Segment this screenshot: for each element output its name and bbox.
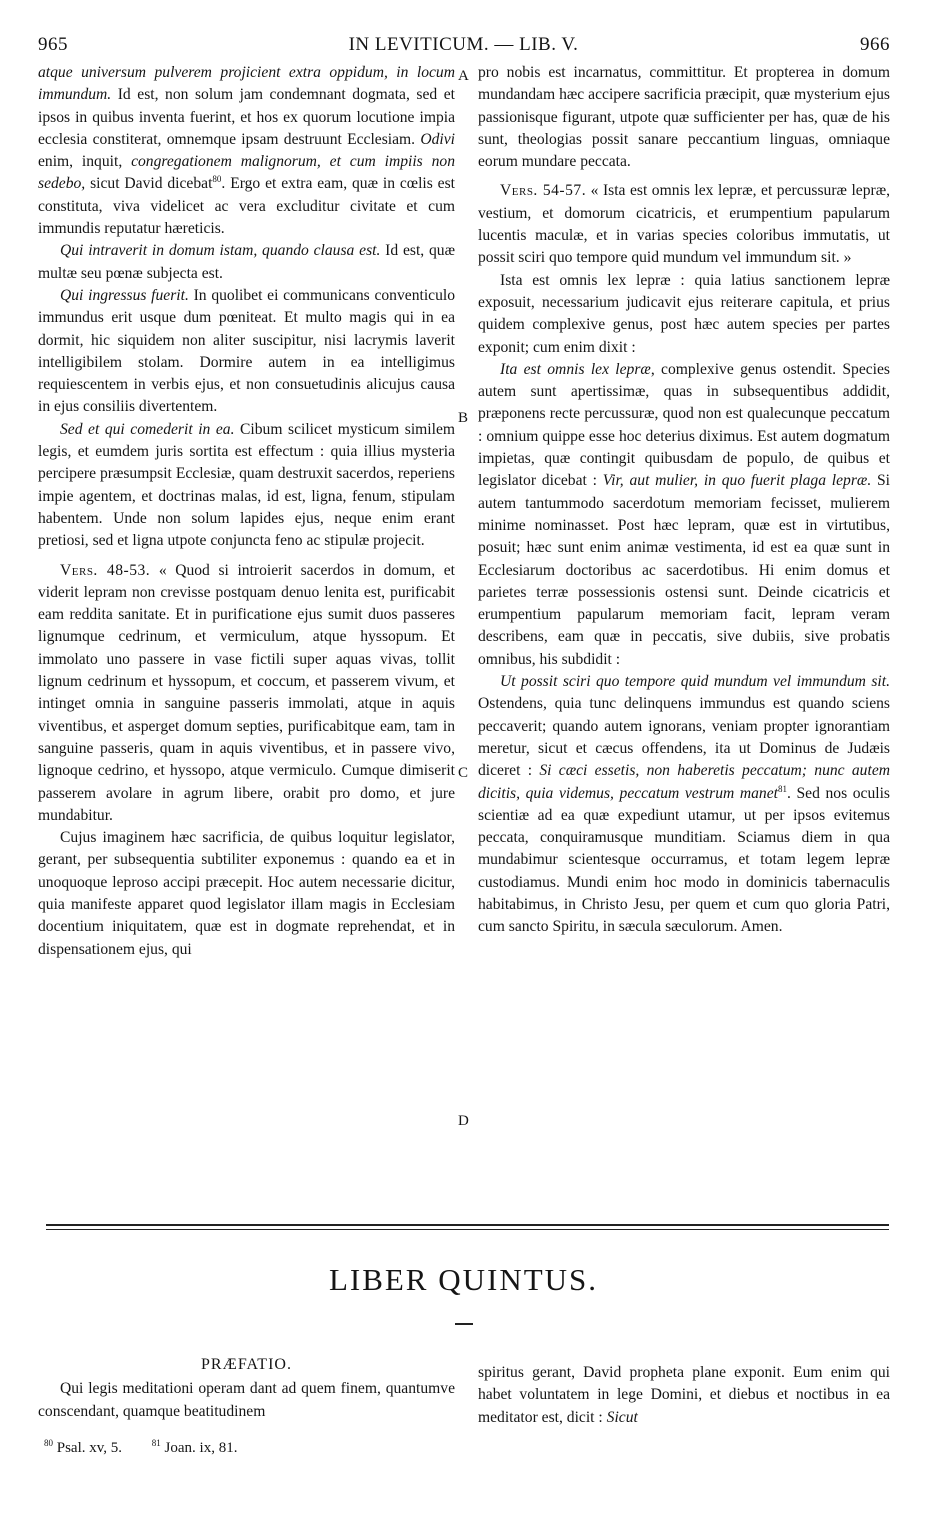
left-column <box>38 62 455 961</box>
praefatio-left <box>38 1354 455 1423</box>
verse-paragraph: Vers. 54-57. « Ista est omnis lex lepræ, et percussuræ lepræ, vestium, et domorum cicatricis, et erumpentium papularum lucentis maculæ, et in varias species coloribus immutatis, ut possit sciri quo tempore quid mundum vel immundum sit. » <box>478 182 890 267</box>
paragraph: Ut possit sciri quo tempore quid mundum vel immundum sit. Ostendens, quia tunc delinquens immundus est quando sciens peccaverit; quando autem ignorans, veniam propter ignorantiam meretur, sicut et cæcus offendens, ita ut Dominus de Judæis diceret : Si cæci essetis, non haberetis peccatum; nunc autem dicitis, quia videmus, peccatum vestrum manet$^{81}$. Sed nos oculis scientiæ ad ea quæ expediunt utamur, ut per ipsos evitemus peccata, conquiramusque munditiam. Sciamus diem in qua mundabimur scientesque occurramus, et totam legem lepræ custodiamus. Mundi enim hoc modo in dominicis tabernaculis habitabimus, in Christo Jesu, per quem et cum quo gloria Patri, cum sancto Spiritu, in sæcula sæculorum. Amen. <box>478 673 890 936</box>
margin-letter-c: C <box>458 765 469 781</box>
paragraph: Qui intraverit in domum istam, quando clausa est. Id est, quæ multæ seu pœnæ subjecta est. <box>38 242 455 282</box>
page-number-left: 965 <box>38 34 68 55</box>
footnote-ref: 80 <box>212 174 222 185</box>
paragraph: Qui ingressus fuerit. In quolibet ei communicans conventiculo immundus erit usque dum pœniteat. Et multo magis qui in ea dormit, hic siquidem non aliter suscipitur, nisi lacrymis laverit intelligibilem stolam. Dormire autem in ea intelligimus requiescentem in verbis ejus, et non consuetudinis alicujus causa in ejus consiliis divertentem. <box>38 286 455 416</box>
footnotes <box>44 1440 263 1457</box>
paragraph: pro nobis est incarnatus, committitur. Et propterea in domum mundandam hæc accipere sacrificia præcipit, quæ mysterium ejus passionisque figurant, utpote quæ sufficienter per has, quæ de his sunt, theologias possit sanare peccantium linguas, omniaque eorum mundare peccata. <box>478 64 890 171</box>
paragraph: Ita est omnis lex lepræ, complexive genus ostendit. Species autem sunt apertissimæ, quas in subsequentibus addidit, præponens recte percussuræ, quod non est qualecunque peccatum : omnium quippe esse hoc deterius diximus. Est autem dogmatum impietas, quæ contingit quibusdam de populo, de quibus et legislator dicebat : Vir, aut mulier, in quo fuerit plaga lepræ. Si autem tantummodo sacerdotum memoriam fecisset, mulierem minime nominasset. Post hæc lepram, quæ est in virtutibus, posuit; hæc sunt enim animæ vestimenta, id est ea quæ sunt in Ecclesiarum doctoribus ac sacerdotibus. Hi enim domus et parietes terræ possessionis ostensi sunt. Deinde cicatricis et erumpentium papularum memoriam facit, lepram veram describens, eam quæ in peccatis, sive dubiis, sive probatis omnibus, his subdidit : <box>478 360 891 668</box>
margin-letter-a: A <box>458 68 469 84</box>
footnote-ref: 81 <box>777 783 787 794</box>
paragraph: Qui legis meditationi operam dant ad quem finem, quantumve conscendant, quamque beatitudinem <box>38 1380 455 1420</box>
praefatio-heading: PRÆFATIO. <box>201 1356 292 1373</box>
verse-paragraph: Vers. 48-53. « Quod si introierit sacerdos in domum, et viderit lepram non crevisse postquam denuo lenita est, purificabit eam reddita sanitate. Et in purificatione ejus sumit duos passeres lignumque cedrinum, et vermiculum, atque hyssopum. Et immolato uno passere in vase fictili super aquas vivas, tollit lignum cedrinum et hyssopum, et coccum, et passerem vivum, et intinget omnia in sanguine passeris immolati, atque in aquis viventibus, et asperget domum septies, purificabitque eam, tam in sanguine passeris, quam in aquis viventibus, et in passere vivo, lignoque cedrino, et hyssopo, atque vermiculo. Cumque dimiserit passerem avolare in agrum libere, orabit pro domo, et jure mundabitur. <box>38 561 456 824</box>
paragraph: Cujus imaginem hæc sacrificia, de quibus loquitur legislator, gerant, per subsequentia subtiliter exponemus : quando ea et in unoquoque leproso accipi præcepit. Hoc autem necessarie dicitur, quia manifeste apparet quod legislator illam magis in Ecclesiam docentium iniquitatem, quæ est in dogmate reprehendat, et in dispensationem ejus, qui <box>38 829 455 958</box>
paragraph: Ista est omnis lex lepræ : quia latius sanctionem lepræ exposuit, necessarium judicavit ejus reiterare capitula, et prius quidem complexive genus, post hæc autem species per partes exponit; cum enim dixit : <box>478 271 890 356</box>
book-title: LIBER QUINTUS. <box>328 1262 599 1297</box>
footnote-80: $^{80}$ Psal. xv, 5. <box>44 1438 123 1456</box>
section-rule-thin <box>46 1229 889 1230</box>
margin-letter-b: B <box>458 410 469 426</box>
title-dash <box>455 1323 473 1325</box>
paragraph: Sed et qui comederit in ea. Cibum scilicet mysticum similem legis, et eumdem juris sortita est effectum : quia illius mysteria percipere præsumpsit Ecclesiæ, quam destruxit sacerdos, reperiens impie agentem, et doctrinas malas, id est, ligna, fenum, stipulam habentem. Unde non solum lapides ejus, neque enim erant pretiosi, sed et ligna utpote conjuncta feno ac stipulæ projecit. <box>38 420 455 550</box>
praefatio-right <box>478 1362 890 1429</box>
section-rule <box>46 1224 889 1226</box>
running-title: IN LEVITICUM. — LIB. V. <box>348 34 579 55</box>
right-column <box>478 62 890 939</box>
margin-letter-d: D <box>458 1113 469 1129</box>
paragraph: atque universum pulverem projicient extra oppidum, in locum immundum. Id est, non solum jam condemnant dogmata, sed et ipsos in quibus inventa fuerint, et hos ex quorum locutione impia ecclesia constiterat, omnemque ipsam destruunt Ecclesiam. Odivi enim, inquit, congregationem malignorum, et cum impiis non sedebo, sicut David dicebat$^{80}$. Ergo et extra eam, quæ in cœlis est constituta, viva videlicet ac vera excluditur civitate et cum immundis reputatur hæreticis. <box>38 64 455 238</box>
page-number-right: 966 <box>860 34 890 55</box>
footnote-81: $^{81}$ Joan. ix, 81. <box>151 1438 238 1456</box>
paragraph: spiritus gerant, David propheta plane exponit. Eum enim qui habet voluntatem in lege Domini, et diebus et noctibus in ea meditator est, dicit : Sicut <box>478 1364 890 1426</box>
